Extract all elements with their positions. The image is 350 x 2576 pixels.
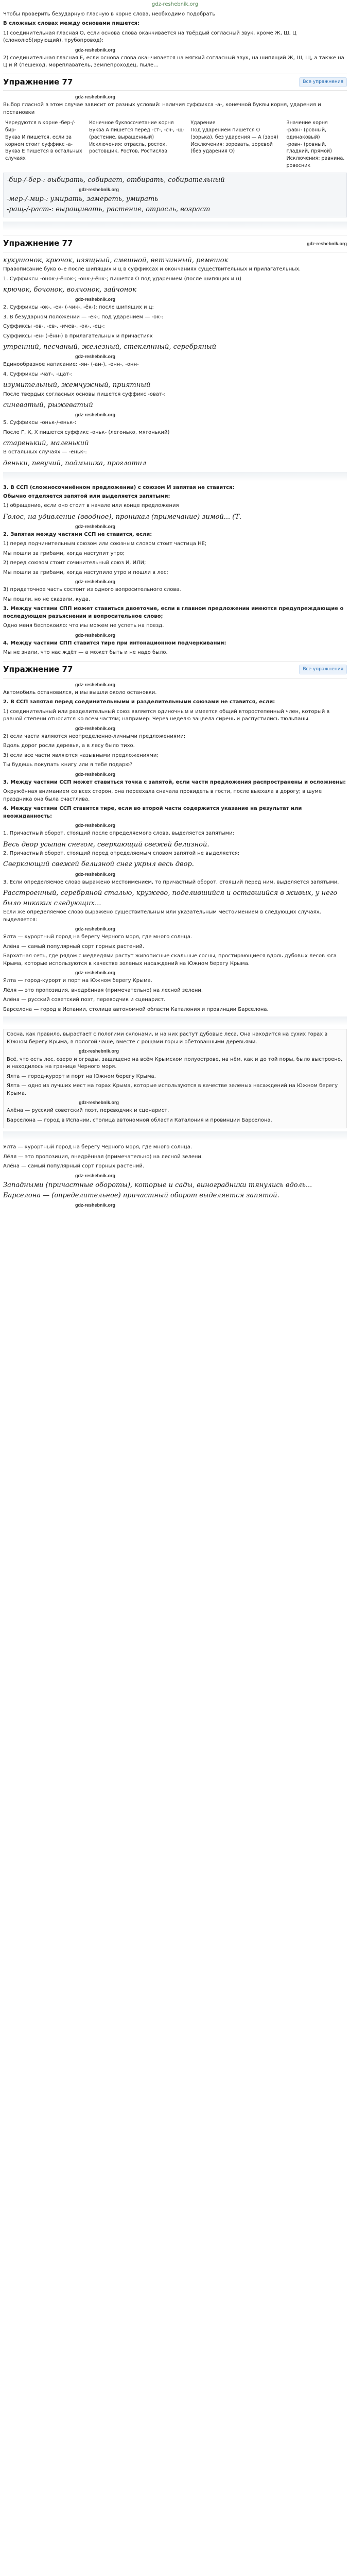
- hand-line: -ращ-/-раст-: выращивать, растение, отрасль, возраст: [7, 206, 211, 214]
- ex77c-p8: 3. Между частями ССП может ставиться точка с запятой, если части предложения распространены и осложнены:: [3, 779, 346, 785]
- handwritten-answer: [3, 173, 347, 217]
- ex77d-p3: Ялта — город-курорт и порт на Южном берегу Крыма.: [7, 1073, 156, 1079]
- punct-item3: 3. Между частями СПП может ставиться двоеточие, если в главном предложении имеются предупреждающие о последующем разъяснении и вопросительное слово;: [3, 606, 344, 619]
- exercise-title: Упражнение 77: [3, 664, 73, 674]
- ex77c-p10: 4. Между частями ССП ставится тире, если во второй части содержится указание на результат или неожиданность:: [3, 806, 302, 819]
- hand-line: -мер-/-мир-: умирать, замереть, умирать: [7, 195, 159, 203]
- photo-answer: [3, 1029, 347, 1128]
- exercise-header: [3, 235, 347, 252]
- ex77b-p3: 2. Суффиксы -ок-, -ек- (-чик-, -ёк-): после шипящих и ц:: [3, 304, 154, 311]
- rules-table: [3, 118, 347, 170]
- rule-cell: Исключения: отрасль, росток, ростовщик, Ростов, Ростислав: [89, 141, 167, 155]
- watermark: gdz-reshebnik.org: [75, 926, 116, 932]
- watermark: gdz-reshebnik.org: [75, 354, 116, 360]
- hand-line: крючок, бочонок, волчонок, зайчонок: [3, 286, 136, 294]
- ex77c-p4: 2) если части являются неопределенно-личными предложениями:: [3, 733, 186, 739]
- hand-line: синеватый, рыжеватый: [3, 401, 93, 410]
- ex77b-p9: После твердых согласных основы пишется суффикс -оват-:: [3, 391, 166, 397]
- watermark: gdz-reshebnik.org: [75, 970, 116, 976]
- ex76-rule1: 1) соединительная гласная О, если основа слова оканчивается на твёрдый согласный звук, кроме Ж, Ш, Ц (слонолюб(ирующий), трубопровод);: [3, 30, 296, 43]
- ex76-rule-heading: В сложных словах между основами пишется:: [3, 21, 139, 26]
- watermark: gdz-reshebnik.org: [75, 725, 116, 731]
- ex76-tail: [3, 11, 347, 70]
- ex77b-p10: 5. Суффиксы -оньк-/-еньк-:: [3, 420, 77, 426]
- all-exercises-button[interactable]: Все упражнения: [299, 665, 347, 674]
- ex77c-p9: Окружённая вниманием со всех сторон, она переехала сначала провидеть в гости, после выехала в дорогу; в шуме праздника она была счастлива.: [3, 789, 322, 802]
- rule-cell: Буква А пишется перед -ст-, -сч-, -щ- (растение, выращенный): [89, 127, 185, 140]
- watermark: gdz-reshebnik.org: [75, 297, 116, 302]
- ex77b-p11: После Г, К, Х пишется суффикс -оньк- (легонько, мягонький): [3, 429, 170, 435]
- site-header[interactable]: gdz-reshebnik.org: [151, 2, 199, 7]
- ex77d-p4: Ялта — одно из лучших мест на горах Крыма, которые используются в качестве зеленых насаждений на Южном берегу Крыма.: [7, 1083, 338, 1096]
- hand-line: утренний, песчаный, железный, стеклянный, серебряный: [3, 343, 216, 351]
- rule-cell: Буква И пишется, если за корнем стоит суффикс -а-: [5, 134, 73, 147]
- exercise-title: Упражнение 77: [3, 239, 73, 248]
- punct-item2e: 3) придаточное часть состоит из одного вопросительного слова.: [3, 587, 181, 593]
- rules-col-2: [87, 118, 188, 170]
- punct-heading: 3. В ССП (сложносочинённом предложении) с союзом И запятая не ставится:: [3, 485, 235, 491]
- hand-line: -бир-/-бер-: выбирать, собирает, отбирать, собирательный: [7, 176, 225, 184]
- watermark: gdz-reshebnik.org: [75, 682, 116, 687]
- ex76-intro: Чтобы проверить безударную гласную в корне слова, необходимо подобрать: [3, 11, 216, 17]
- punct-item4a: Мы не знали, что нас ждёт — а может быть и не надо было.: [3, 650, 168, 656]
- watermark: gdz-reshebnik.org: [75, 94, 116, 100]
- ex77d-p8: Лёля — это пропозиция, внедрённая (примечательно) на лесной зелени.: [3, 1154, 203, 1160]
- rule-cell: -ровн- (ровный, гладкий, прямой): [286, 141, 332, 155]
- watermark: gdz-reshebnik.org: [79, 1048, 119, 1054]
- exercise-title: Упражнение 77: [3, 77, 73, 87]
- hand-line: старенький, маленький: [3, 439, 89, 448]
- rule-cell: Под ударением пишется О (зорька), без ударения — А (заря): [190, 127, 278, 140]
- hand-line: Барселона — (определительное) причастный оборот выделяется запятой.: [3, 1191, 279, 1199]
- ex77c-p21: Барселона — город в Испании, столица автономной области Каталония и провинции Барселона.: [3, 1006, 269, 1012]
- ex77c-p7: Ты будешь покупать книгу или я тебе подарю?: [3, 762, 133, 768]
- ex77b-p7: Единообразное написание: -ян- (-ан-), -енн-, -онн-: [3, 362, 139, 368]
- ex77d-p6: Барселона — город в Испании, столица автономной области Каталония и провинции Барселона.: [7, 1117, 272, 1123]
- ex77b-p4: 3. В безударном положении — -ек-; под ударением — -ок-:: [3, 314, 164, 320]
- rule-cell: Ударение: [190, 120, 216, 126]
- watermark: gdz-reshebnik.org: [75, 871, 116, 877]
- ex77a-task: Выбор гласной в этом случае зависит от разных условий: наличия суффикса -а-, конечной буквы корня, ударения и постановки: [3, 102, 321, 115]
- ex76-rule2: 2) соединительная гласная Е, если основа слова оканчивается на мягкий согласный звук, на шипящий Ж, Ш, Щ, а также на Ц и Й (пешеход, мореплаватель, землепроходец, пыле…: [3, 55, 344, 69]
- ex77c-p6: 3) если все части являются назывными предложениями;: [3, 752, 159, 758]
- punct-item2b: Мы пошли за грибами, когда наступит утро;: [3, 550, 125, 556]
- ex77c-p16: Алёна — самый популярный сорт горных растений.: [3, 943, 145, 950]
- hand-line: кукушонок, крючок, изящный, смешной, ветчинный, ремешок: [3, 256, 229, 264]
- ex77c-p15: Ялта — курортный город на берегу Черного моря, где много солнца.: [3, 934, 192, 940]
- divider: [3, 1016, 347, 1026]
- exercise-header: [3, 74, 347, 91]
- watermark: gdz-reshebnik.org: [79, 1100, 119, 1106]
- watermark: gdz-reshebnik.org: [75, 771, 116, 777]
- ex77c-p18: Ялта — город-курорт и порт на Южном берегу Крыма.: [3, 978, 152, 984]
- punct-item4: 4. Между частями СПП ставится тире при интонационном подчеркивании:: [3, 640, 226, 646]
- ex77d-p5: Алёна — русский советский поэт, переводчик и сценарист.: [7, 1108, 169, 1114]
- rule-cell: Конечное буквосочетание корня: [89, 120, 174, 126]
- ex77c-p12: 2. Причастный оборот, стоящий перед определяемым словом запятой не выделяется:: [3, 850, 240, 856]
- ex77d-p2: Всё, что есть лес, озеро и ограды, защищено на всём Крымском полуострове, на нём, как и до той поры, было выстроено, и находилось на границе Черного моря.: [7, 1056, 343, 1070]
- ex77d-p9: Алёна — самый популярный сорт горных растений.: [3, 1163, 145, 1170]
- ex77b-p5: Суффиксы -ов-, -ев-, -ичев-, -ок-, -ец-:: [3, 324, 105, 330]
- rule-cell: -равн- (ровный, одинаковый): [286, 127, 327, 140]
- rule-cell: Буква Е пишется в остальных случаях: [5, 148, 82, 162]
- watermark: gdz-reshebnik.org: [75, 523, 116, 529]
- rule-cell: Исключения: зоревать, зоревой (без ударения О): [190, 141, 273, 155]
- punct-item2a: 1) перед подчинительным союзом или союзным словом стоит частица НЕ;: [3, 541, 207, 547]
- rules-col-1: [3, 118, 87, 170]
- ex77c-p14: Если же определяемое слово выражено существительным или указательным местоимением в следующих случаях, выделяется:: [3, 909, 321, 923]
- watermark: gdz-reshebnik.org: [75, 412, 116, 418]
- watermark: gdz-reshebnik.org: [79, 187, 119, 192]
- ex77c-p3: 1) соединительный или разделительный союз является одиночным и имеется общий второстепенный член, который в равной степени относится ко всем частям; например: Через неделю зацвела сирень и распустились тюльпаны.: [3, 708, 330, 722]
- ex77c-p11: 1. Причастный оборот, стоящий после определяемого слова, выделяется запятыми:: [3, 831, 234, 837]
- punct-item2c: 2) перед союзом стоит сочинительный союз И, ИЛИ;: [3, 560, 146, 566]
- exercise-header: [3, 661, 347, 679]
- ex77c-p17: Бархатная сеть, где рядом с медведями растут живописные скальные сосны, простирающиеся вдоль дубовых лесов юга Крыма, которые используются в качестве зеленых насаждений на Южном берегу Крыма.: [3, 953, 337, 967]
- divider: [3, 472, 347, 481]
- rules-col-4: [285, 118, 347, 170]
- ex77b-p8: 4. Суффиксы -чат-, -щат-:: [3, 371, 73, 377]
- watermark: gdz-reshebnik.org: [306, 241, 347, 246]
- hand-line: деньки, певучий, подмышка, проглотил: [3, 459, 147, 467]
- watermark: gdz-reshebnik.org: [75, 1173, 116, 1178]
- ex77c-p1: Автомобиль остановился, и мы вышли около остановки.: [3, 689, 157, 696]
- hand-line: Расстроенный, серебряной сталью, кружево, поделившийся и оставшийся в живых, у него было никаких следующих...: [3, 889, 338, 908]
- punct-h-text: Обычно отделяется запятой или выделяется запятыми:: [3, 493, 170, 499]
- rule-cell: Чередуются в корне -бер-/-бир-: [5, 120, 76, 133]
- divider: [3, 1131, 347, 1141]
- hand-line: Сверкающий свежей белизной снег укрыл весь двор.: [3, 860, 194, 869]
- punct-item2: 2. Запятая между частями ССП не ставится, если:: [3, 531, 152, 537]
- ex77b-p12: В остальных случаях — -еньк-:: [3, 449, 87, 455]
- hand-line: Голос, на удивление (вводное), проникал (примечание) зимой... (Т.: [3, 513, 242, 521]
- watermark: gdz-reshebnik.org: [75, 47, 116, 53]
- ex77c-p13: 3. Если определяемое слово выражено местоимением, то причастный оборот, стоящий перед ним, выделяется запятыми.: [3, 879, 339, 885]
- ex77b-p2: 1. Суффиксы -онок-/-ёнок-; -онк-/-ёнк-; пишется О под ударением (после шипящих и ц): [3, 276, 242, 282]
- punct-item2d: Мы пошли за грибами, когда наступило утро и пошли в лес;: [3, 569, 168, 575]
- all-exercises-button[interactable]: Все упражнения: [299, 77, 347, 87]
- ex77c-p2: 2. В ССП запятая перед соединительными и разделительными союзами не ставится, если:: [3, 699, 275, 705]
- ex77d-p1: Сосна, как правило, вырастает с пологими склонами, и на них растут дубовые леса. Она находится на сухих горах в Южном берегу Крыма, в пологой чаше, вместе с рощами горы и обетованными деревьями.: [7, 1031, 328, 1045]
- watermark: gdz-reshebnik.org: [75, 579, 116, 585]
- hand-line: Западными (причастные обороты), которые и сады, виноградники тянулись вдоль...: [3, 1181, 312, 1189]
- punct-item3a: Одно меня беспокоило: что мы можем не успеть на поезд.: [3, 623, 164, 629]
- rules-col-3: [188, 118, 284, 170]
- watermark: gdz-reshebnik.org: [75, 632, 116, 638]
- rule-cell: Исключения: равнина, ровесник: [286, 156, 345, 168]
- ex77d-p7: Ялта — курортный город на берегу Черного моря, где много солнца.: [3, 1144, 192, 1150]
- watermark: gdz-reshebnik.org: [75, 823, 116, 828]
- ex77c-p20: Алёна — русский советский поэт, переводчик и сценарист.: [3, 997, 166, 1003]
- rule-cell: Значение корня: [286, 120, 328, 126]
- hand-line: Весь двор усыпан снегом, сверкающий свежей белизной.: [3, 840, 209, 849]
- ex77c-p5: Вдоль дорог росли деревья, а в лесу было тихо.: [3, 743, 135, 749]
- ex77b-p1: Правописание букв о–е после шипящих и ц в суффиксах и окончаниях существительных и прилагательных.: [3, 266, 301, 273]
- punct-item2f: Мы пошли, но не сказали, куда.: [3, 596, 90, 602]
- divider: [3, 222, 347, 231]
- ex77c-p19: Лёля — это пропозиция, внедрённая (примечательно) на лесной зелени.: [3, 987, 203, 993]
- punct-item1: 1) обращение, если оно стоит в начале или конце предложения: [3, 503, 179, 509]
- watermark: gdz-reshebnik.org: [75, 1202, 116, 1208]
- hand-line: изумительный, жемчужный, приятный: [3, 381, 151, 389]
- ex77b-p6: Суффиксы -ен- (-ённ-) в прилагательных и причастиях: [3, 333, 153, 339]
